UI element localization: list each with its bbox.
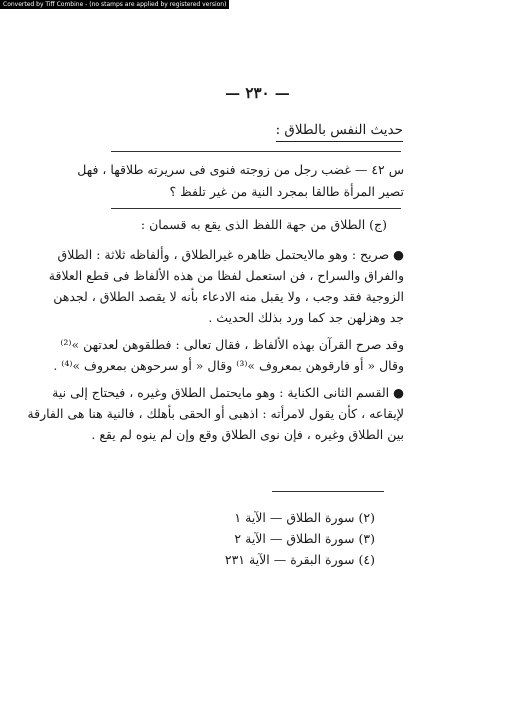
paragraph-1-line-2: والفراق والسراح ، فن استعمل لفظا من هذه الألفاظ فى قطع العلاقة xyxy=(48,268,404,283)
section-heading xyxy=(276,122,403,142)
paragraph-3-line-1: ● القسم الثانى الكناية : وهو مايحتمل الطلاق وغيره ، فيحتاج إلى نية xyxy=(52,385,404,400)
footnote-2: (٢) سورة الطلاق — الآية ١ xyxy=(234,510,375,525)
paragraph-1-line-1: ● صريح : وهو مالايحتمل ظاهره غيرالطلاق ، وألفاظه ثلاثة : الطلاق xyxy=(57,247,404,262)
footnote-3: (٣) سورة الطلاق — الآية ٢ xyxy=(234,531,375,546)
heading-divider xyxy=(111,151,401,152)
paragraph-3-line-3: بين الطلاق وغيره ، فإن نوى الطلاق وقع وإن لم ينوه لم يقع . xyxy=(91,427,404,442)
question-line-2: تصير المرأة طالقا بمجرد النية من غير تلفظ ؟ xyxy=(169,184,404,199)
section-j-title: (ج) الطلاق من جهة اللفظ الذى يقع به قسمان : xyxy=(140,217,387,232)
page-number: — ٢٣٠ — xyxy=(225,84,290,102)
paragraph-3-line-2: لإيقاعه ، كأن يقول لامرأته : اذهبى أو الحقى بأهلك ، فالنية هنا هى الفارقة xyxy=(27,406,404,421)
section-heading-text: حديث النفس بالطلاق : xyxy=(275,122,403,138)
footnote-4: (٤) سورة البقرة — الآية ٢٣١ xyxy=(224,552,375,567)
watermark-banner: Converted by Tiff Combine - (no stamps are applied by registered version) xyxy=(0,0,229,9)
paragraph-1-line-4: جد وهزلهن جد كما ورد بذلك الحديث . xyxy=(208,310,404,325)
paragraph-2-line-2: وقال « أو فارقوهن بمعروف »⁽³⁾ وقال « أو سرحوهن بمعروف »⁽⁴⁾ . xyxy=(53,358,404,373)
paragraph-2-line-1: وقد صرح القرآن بهذه الألفاظ ، فقال تعالى : فطلقوهن لعدتهن »⁽²⁾ xyxy=(60,337,404,352)
question-line-1: س ٤٢ — غضب رجل من زوجته فنوى فى سريرته طلاقها ، فهل xyxy=(77,162,404,177)
footnote-divider xyxy=(272,491,384,492)
paragraph-1-line-3: الزوجية فقد وجب ، ولا يقبل منه الادعاء بأنه لا يقصد الطلاق ، لجدهن xyxy=(53,289,404,304)
question-divider xyxy=(111,208,401,209)
